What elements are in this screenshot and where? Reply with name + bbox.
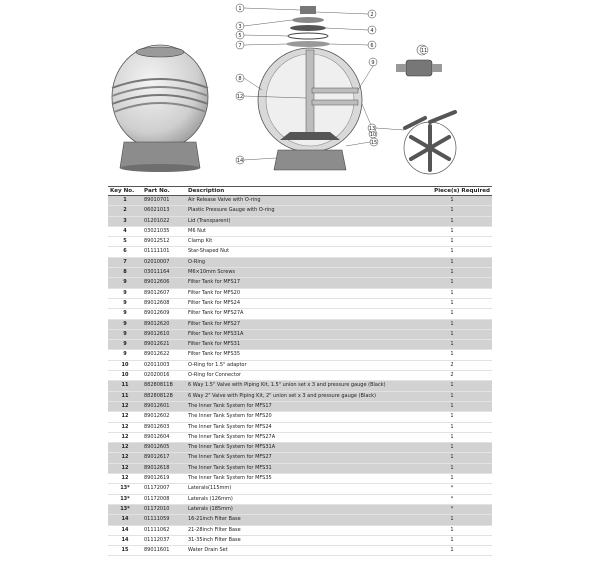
- cell-part-no: 01201022: [142, 216, 186, 226]
- cell-description: The Inner Tank System for MFS27: [186, 453, 412, 463]
- table-row: [108, 247, 492, 257]
- cell-description: Filter Tank for MFS24: [186, 298, 412, 308]
- cell-pieces-required: 1: [412, 546, 492, 556]
- table-row: [108, 504, 492, 514]
- cell-description: Air Release Valve with O-ring: [186, 196, 412, 206]
- cell-pieces-required: 1: [412, 206, 492, 216]
- cell-part-no: 89012602: [142, 412, 186, 422]
- cell-key-no: 12: [108, 443, 142, 453]
- cell-pieces-required: 1: [412, 196, 492, 206]
- cell-pieces-required: *: [412, 504, 492, 514]
- cell-part-no: 89012609: [142, 309, 186, 319]
- header-part-no: Part No.: [142, 187, 186, 196]
- cell-key-no: 10: [108, 371, 142, 381]
- cell-description: 21-28inch Filter Base: [186, 525, 412, 535]
- cell-key-no: 12: [108, 412, 142, 422]
- table-row: [108, 360, 492, 370]
- svg-text:2: 2: [370, 12, 374, 18]
- cell-pieces-required: 1: [412, 535, 492, 545]
- cell-part-no: 89012604: [142, 432, 186, 442]
- cell-description: Laterals (126mm): [186, 494, 412, 504]
- cell-key-no: 14: [108, 525, 142, 535]
- cell-key-no: 9: [108, 350, 142, 360]
- parts-table: [108, 186, 492, 556]
- cell-pieces-required: 1: [412, 226, 492, 236]
- cell-key-no: 13*: [108, 494, 142, 504]
- cell-description: Laterals(115mm): [186, 484, 412, 494]
- cell-part-no: 89012617: [142, 453, 186, 463]
- cell-pieces-required: 1: [412, 247, 492, 257]
- cell-part-no: 01111062: [142, 525, 186, 535]
- svg-text:10: 10: [369, 132, 377, 138]
- cell-description: 31-35inch Filter Base: [186, 535, 412, 545]
- cell-pieces-required: 1: [412, 391, 492, 401]
- cell-key-no: 9: [108, 298, 142, 308]
- cell-pieces-required: 1: [412, 237, 492, 247]
- svg-text:8: 8: [238, 76, 242, 82]
- cell-part-no: 01111059: [142, 515, 186, 525]
- cell-description: M6 Nut: [186, 226, 412, 236]
- cell-part-no: 89012622: [142, 350, 186, 360]
- cell-description: Star-Shaped Nut: [186, 247, 412, 257]
- svg-text:13: 13: [368, 126, 376, 132]
- cell-pieces-required: *: [412, 484, 492, 494]
- cell-key-no: 9: [108, 319, 142, 329]
- cell-description: O-Ring for 1.5" adaptor: [186, 360, 412, 370]
- svg-text:1: 1: [238, 6, 242, 12]
- header-key-no: Key No.: [108, 187, 142, 196]
- cell-description: Filter Tank for MFS35: [186, 350, 412, 360]
- cell-description: The Inner Tank System for MFS27A: [186, 432, 412, 442]
- table-row: [108, 422, 492, 432]
- cell-description: 6 Way 1.5" Valve with Piping Kit, 1.5" union set x 3 and pressure gauge (Black): [186, 381, 412, 391]
- cell-key-no: 7: [108, 257, 142, 267]
- cell-key-no: 6: [108, 247, 142, 257]
- closed-tank-illustration: [112, 45, 208, 172]
- valve-illustration: [396, 45, 442, 76]
- cell-description: O-Ring: [186, 257, 412, 267]
- table-row: [108, 381, 492, 391]
- cell-description: Clamp Kit: [186, 237, 412, 247]
- svg-text:14: 14: [236, 158, 244, 164]
- cell-description: Water Drain Set: [186, 546, 412, 556]
- cell-description: The Inner Tank System for MFS17: [186, 401, 412, 411]
- table-row: [108, 319, 492, 329]
- callout-6: [330, 41, 376, 49]
- table-row: [108, 515, 492, 525]
- svg-text:9: 9: [371, 60, 375, 66]
- table-row: [108, 412, 492, 422]
- callout-1: [236, 4, 300, 12]
- cell-part-no: 02010007: [142, 257, 186, 267]
- cell-pieces-required: 1: [412, 298, 492, 308]
- cell-pieces-required: 1: [412, 257, 492, 267]
- table-row: [108, 309, 492, 319]
- cell-description: The Inner Tank System for MFS20: [186, 412, 412, 422]
- cell-pieces-required: 1: [412, 319, 492, 329]
- cell-part-no: 89012608: [142, 298, 186, 308]
- callout-2: [316, 10, 376, 18]
- header-description: Description: [186, 187, 412, 196]
- cell-part-no: 88280811B: [142, 381, 186, 391]
- table-row: [108, 391, 492, 401]
- cell-description: The Inner Tank System for MFS31A: [186, 443, 412, 453]
- cell-key-no: 2: [108, 206, 142, 216]
- cell-pieces-required: 1: [412, 443, 492, 453]
- svg-text:5: 5: [238, 33, 242, 39]
- table-row: [108, 268, 492, 278]
- cell-part-no: 89012618: [142, 463, 186, 473]
- cell-part-no: 89012605: [142, 443, 186, 453]
- callout-3: [236, 20, 292, 30]
- cell-pieces-required: 1: [412, 288, 492, 298]
- cell-key-no: 8: [108, 268, 142, 278]
- cell-key-no: 12: [108, 422, 142, 432]
- cell-pieces-required: 1: [412, 422, 492, 432]
- cell-description: 16-21inch Filter Base: [186, 515, 412, 525]
- svg-text:12: 12: [236, 94, 244, 100]
- cell-part-no: 89012606: [142, 278, 186, 288]
- cell-pieces-required: 1: [412, 432, 492, 442]
- table-row: [108, 216, 492, 226]
- cell-pieces-required: 1: [412, 216, 492, 226]
- cell-key-no: 5: [108, 237, 142, 247]
- cell-key-no: 11: [108, 391, 142, 401]
- cell-pieces-required: 1: [412, 309, 492, 319]
- table-row: [108, 298, 492, 308]
- table-row: [108, 474, 492, 484]
- cell-description: Filter Tank for MFS27: [186, 319, 412, 329]
- cell-key-no: 9: [108, 288, 142, 298]
- table-row: [108, 484, 492, 494]
- cell-part-no: 89012607: [142, 288, 186, 298]
- callout-13: [368, 124, 404, 132]
- cell-key-no: 15: [108, 546, 142, 556]
- cell-part-no: 89011601: [142, 546, 186, 556]
- callout-8: [236, 74, 262, 90]
- cell-key-no: 14: [108, 535, 142, 545]
- cell-key-no: 3: [108, 216, 142, 226]
- header-pieces-required: Piece(s) Required: [412, 187, 492, 196]
- table-row: [108, 546, 492, 556]
- cell-description: Filter Tank for MFS31: [186, 340, 412, 350]
- cell-description: Filter Tank for MFS20: [186, 288, 412, 298]
- table-row: [108, 443, 492, 453]
- cell-key-no: 9: [108, 309, 142, 319]
- table-row: [108, 432, 492, 442]
- cell-pieces-required: 1: [412, 412, 492, 422]
- cell-key-no: 12: [108, 463, 142, 473]
- cell-part-no: 01172008: [142, 494, 186, 504]
- cell-part-no: 89012610: [142, 329, 186, 339]
- cell-part-no: 01172010: [142, 504, 186, 514]
- cell-key-no: 12: [108, 474, 142, 484]
- cell-description: 6 Way 2" Valve with Piping Kit, 2" union set x 3 and pressure gauge (Black): [186, 391, 412, 401]
- cell-key-no: 12: [108, 453, 142, 463]
- cell-description: Filter Tank for MFS31A: [186, 329, 412, 339]
- table-row: [108, 463, 492, 473]
- table-row: [108, 278, 492, 288]
- table-row: [108, 494, 492, 504]
- table-row: [108, 206, 492, 216]
- cell-pieces-required: 1: [412, 453, 492, 463]
- cell-part-no: 06021013: [142, 206, 186, 216]
- callout-7: [236, 41, 286, 49]
- cell-description: The Inner Tank System for MFS35: [186, 474, 412, 484]
- cell-description: Plastic Pressure Gauge with O-ring: [186, 206, 412, 216]
- table-row: [108, 535, 492, 545]
- svg-text:4: 4: [370, 28, 374, 34]
- cell-pieces-required: 1: [412, 515, 492, 525]
- cell-pieces-required: 1: [412, 329, 492, 339]
- svg-text:6: 6: [370, 43, 374, 49]
- cell-part-no: 89012620: [142, 319, 186, 329]
- table-row: [108, 525, 492, 535]
- cell-pieces-required: 1: [412, 278, 492, 288]
- table-row: [108, 226, 492, 236]
- cell-pieces-required: 1: [412, 463, 492, 473]
- cell-key-no: 9: [108, 340, 142, 350]
- cell-pieces-required: 1: [412, 381, 492, 391]
- cell-pieces-required: 1: [412, 350, 492, 360]
- cell-key-no: 4: [108, 226, 142, 236]
- cell-part-no: 01172007: [142, 484, 186, 494]
- svg-text:3: 3: [238, 24, 242, 30]
- callout-11: [420, 46, 428, 54]
- cell-key-no: 1: [108, 196, 142, 206]
- cell-part-no: 89012621: [142, 340, 186, 350]
- cell-pieces-required: 1: [412, 401, 492, 411]
- parts-table-body: [108, 196, 492, 556]
- cell-pieces-required: 1: [412, 340, 492, 350]
- svg-text:7: 7: [238, 43, 242, 49]
- cell-description: O-Ring for Connector: [186, 371, 412, 381]
- cell-pieces-required: *: [412, 494, 492, 504]
- cell-part-no: 88280812B: [142, 391, 186, 401]
- callout-10: [362, 104, 377, 138]
- table-row: [108, 340, 492, 350]
- svg-text:11: 11: [420, 48, 428, 54]
- table-header-row: [108, 187, 492, 196]
- laterals-illustration: [404, 112, 456, 174]
- cell-pieces-required: 1: [412, 474, 492, 484]
- cell-part-no: 89012601: [142, 401, 186, 411]
- cell-key-no: 13*: [108, 504, 142, 514]
- cell-description: Laterals (185mm): [186, 504, 412, 514]
- cell-pieces-required: 2: [412, 371, 492, 381]
- cell-part-no: 01112037: [142, 535, 186, 545]
- cell-part-no: 89012512: [142, 237, 186, 247]
- cell-key-no: 13*: [108, 484, 142, 494]
- cell-key-no: 11: [108, 381, 142, 391]
- cell-part-no: 89012619: [142, 474, 186, 484]
- cell-pieces-required: 2: [412, 360, 492, 370]
- callout-14: [236, 156, 276, 164]
- table-row: [108, 371, 492, 381]
- table-row: [108, 196, 492, 206]
- cell-part-no: 89012603: [142, 422, 186, 432]
- table-row: [108, 237, 492, 247]
- cell-part-no: 03011164: [142, 268, 186, 278]
- cell-description: The Inner Tank System for MFS24: [186, 422, 412, 432]
- cell-key-no: 14: [108, 515, 142, 525]
- table-row: [108, 453, 492, 463]
- cell-description: Lid (Transparent): [186, 216, 412, 226]
- table-row: [108, 350, 492, 360]
- cell-key-no: 9: [108, 329, 142, 339]
- callout-5: [236, 31, 288, 39]
- exploded-diagram: [100, 0, 500, 180]
- cell-part-no: 01111101: [142, 247, 186, 257]
- table-row: [108, 257, 492, 267]
- svg-text:15: 15: [370, 140, 378, 146]
- cell-part-no: 89010701: [142, 196, 186, 206]
- cell-part-no: 02020016: [142, 371, 186, 381]
- cell-description: The Inner Tank System for MFS31: [186, 463, 412, 473]
- cutaway-tank-illustration: [258, 6, 362, 170]
- table-row: [108, 329, 492, 339]
- cell-key-no: 12: [108, 401, 142, 411]
- callout-15: [346, 138, 378, 146]
- cell-pieces-required: 1: [412, 525, 492, 535]
- callout-9: [358, 58, 377, 90]
- cell-key-no: 10: [108, 360, 142, 370]
- cell-part-no: 02011003: [142, 360, 186, 370]
- cell-part-no: 03021035: [142, 226, 186, 236]
- cell-key-no: 12: [108, 432, 142, 442]
- table-row: [108, 401, 492, 411]
- callout-4: [326, 26, 376, 34]
- table-row: [108, 288, 492, 298]
- cell-description: Filter Tank for MFS17: [186, 278, 412, 288]
- cell-description: Filter Tank for MFS27A: [186, 309, 412, 319]
- cell-pieces-required: 1: [412, 268, 492, 278]
- cell-description: M6×10mm Screws: [186, 268, 412, 278]
- cell-key-no: 9: [108, 278, 142, 288]
